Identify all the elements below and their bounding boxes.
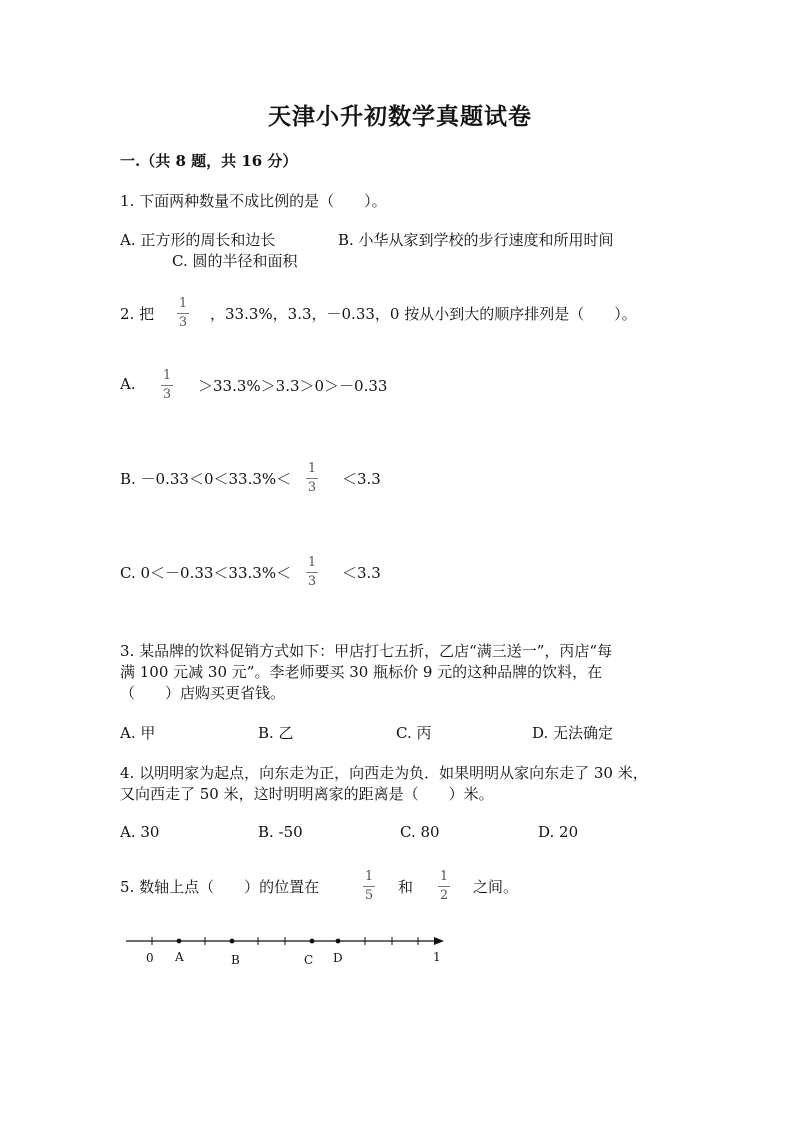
q4-option-c: C. 80: [400, 823, 440, 841]
label-c: C: [304, 953, 314, 967]
point-d: [336, 939, 341, 944]
q4-option-a: A. 30: [120, 823, 160, 841]
q2-stem-post: ，33.3%，3.3，－0.33，0 按从小到大的顺序排列是（ ）。: [210, 305, 637, 323]
q3-option-c: C. 丙: [396, 724, 432, 742]
q2-fraction: [176, 297, 190, 330]
q5-stem-mid: 和: [398, 878, 414, 896]
q4-option-b: B. -50: [258, 823, 303, 841]
fraction-numerator: 1: [364, 869, 374, 884]
q1-option-c: C. 圆的半径和面积: [172, 252, 298, 270]
number-line-arrow: [434, 937, 444, 945]
q2-option-c-post: ＜3.3: [342, 564, 381, 582]
q2-option-b-pre: B. －0.33＜0＜33.3%＜: [120, 470, 292, 488]
q1-option-a: A. 正方形的周长和边长: [120, 231, 276, 249]
q1-stem: 1. 下面两种数量不成比例的是（ ）。: [120, 192, 387, 210]
q3-option-b: B. 乙: [258, 724, 294, 742]
fraction-denominator: 2: [439, 888, 449, 903]
point-c: [310, 939, 315, 944]
q2-option-a-pre: A.: [120, 375, 136, 393]
fraction-bar: [306, 572, 318, 573]
number-line-ticks: [152, 937, 418, 945]
fraction-denominator: 3: [162, 387, 172, 402]
fraction-denominator: 3: [178, 315, 188, 330]
q3-line-2: 满 100 元减 30 元”。李老师要买 30 瓶标价 9 元的这种品牌的饮料，在: [120, 663, 603, 681]
q2-option-c-pre: C. 0＜－0.33＜33.3%＜: [120, 564, 292, 582]
q3-line-3: （ ）店购买更省钱。: [120, 684, 286, 702]
q2-option-b-fraction: [305, 462, 319, 495]
fraction-numerator: 1: [178, 296, 188, 311]
q5-fraction-one-fifth: [362, 870, 376, 903]
q5-stem-post: 之间。: [473, 878, 519, 896]
q4-option-d: D. 20: [538, 823, 579, 841]
fraction-bar: [177, 313, 189, 314]
q2-option-c-fraction: [305, 556, 319, 589]
q3-option-d: D. 无法确定: [532, 724, 614, 742]
point-b: [230, 939, 235, 944]
fraction-denominator: 3: [307, 480, 317, 495]
q4-line-1: 4. 以明明家为起点，向东走为正，向西走为负．如果明明从家向东走了 30 米，: [120, 764, 648, 782]
section-heading: 一.（共 8 题，共 16 分）: [120, 152, 298, 170]
fraction-numerator: 1: [307, 555, 317, 570]
fraction-denominator: 3: [307, 574, 317, 589]
fraction-numerator: 1: [307, 461, 317, 476]
label-d: D: [333, 951, 343, 965]
q3-option-a: A. 甲: [120, 724, 156, 742]
label-zero: 0: [146, 951, 154, 965]
q2-option-b-post: ＜3.3: [342, 470, 381, 488]
q5-stem-pre: 5. 数轴上点（ ）的位置在: [120, 878, 320, 896]
q2-option-a-post: ＞33.3%＞3.3＞0＞－0.33: [198, 377, 388, 395]
page-title: 天津小升初数学真题试卷: [268, 103, 532, 130]
q1-option-b: B. 小华从家到学校的步行速度和所用时间: [338, 231, 614, 249]
q2-option-a-fraction: [160, 369, 174, 402]
q3-line-1: 3. 某品牌的饮料促销方式如下：甲店打七五折，乙店“满三送一”，丙店“每: [120, 642, 613, 660]
fraction-bar: [438, 886, 450, 887]
q2-stem-pre: 2. 把: [120, 305, 155, 323]
fraction-numerator: 1: [162, 368, 172, 383]
fraction-bar: [363, 886, 375, 887]
label-b: B: [231, 953, 240, 967]
label-one: 1: [433, 950, 441, 964]
q4-line-2: 又向西走了 50 米，这时明明离家的距离是（ ）米。: [120, 785, 494, 803]
fraction-numerator: 1: [439, 869, 449, 884]
fraction-bar: [306, 478, 318, 479]
point-a: [177, 939, 182, 944]
fraction-denominator: 5: [364, 888, 374, 903]
label-a: A: [175, 950, 184, 964]
q5-fraction-one-half: [437, 870, 451, 903]
fraction-bar: [161, 385, 173, 386]
